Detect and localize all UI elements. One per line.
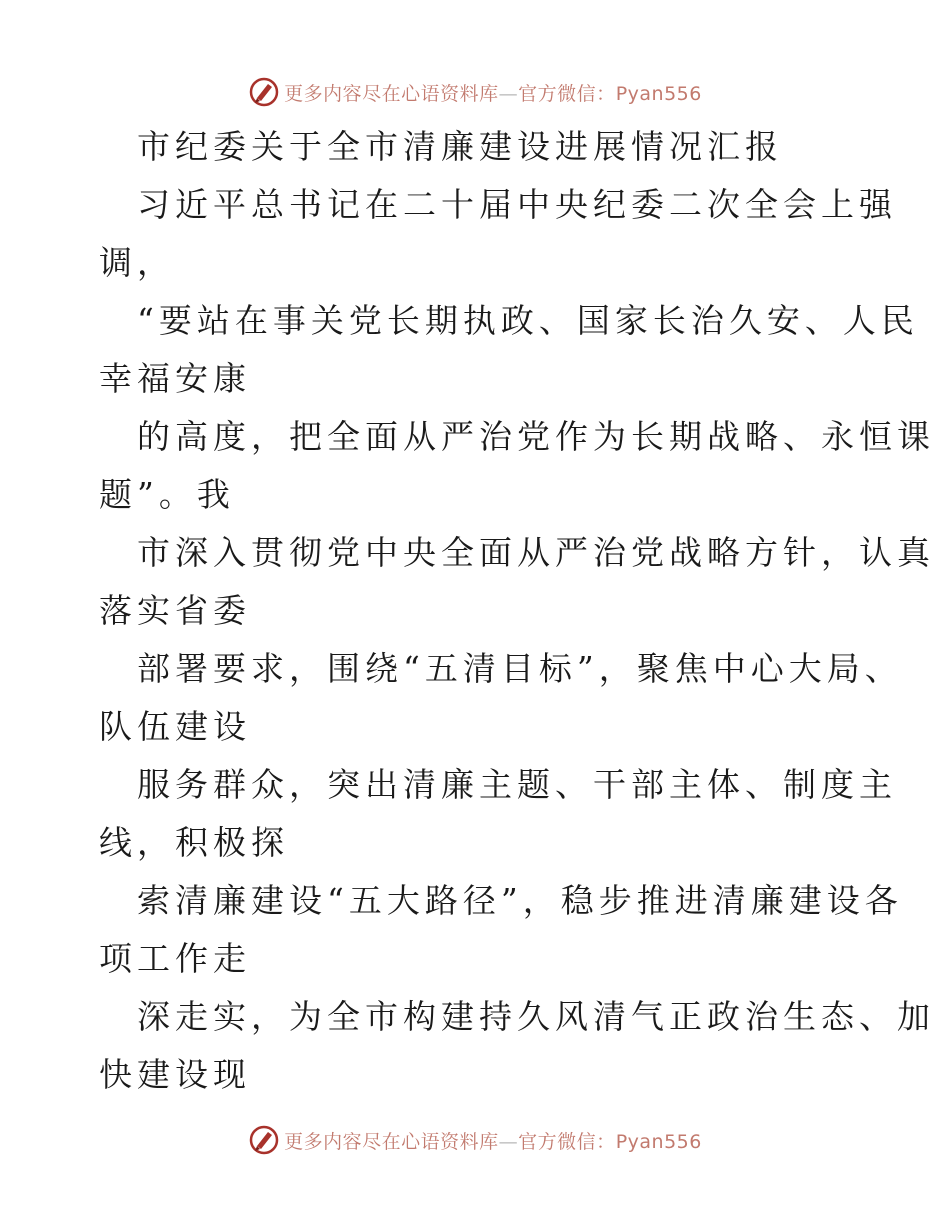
watermark-separator: — (498, 1130, 519, 1153)
paragraph-line: 幸福安康 (99, 359, 251, 398)
paragraph-line: 市深入贯彻党中央全面从严治党战略方针，认真 (137, 533, 935, 572)
paragraph-line: 的高度，把全面从严治党作为长期战略、永恒课 (137, 417, 935, 456)
watermark-id: Pyan556 (615, 1130, 702, 1153)
paragraph-line: 落实省委 (99, 591, 251, 630)
watermark-suffix: 官方微信： (518, 82, 616, 105)
paragraph-line: 题”。我 (99, 475, 235, 514)
watermark-id: Pyan556 (615, 82, 702, 105)
paragraph-line: 深走实，为全市构建持久风清气正政治生态、加 (137, 997, 935, 1036)
footer-watermark (0, 1120, 950, 1160)
watermark-main-text: 更多内容尽在心语资料库 (284, 82, 499, 105)
watermark-suffix: 官方微信： (518, 1130, 616, 1153)
paragraph-line: 项工作走 (99, 939, 251, 978)
paragraph-line: 索清廉建设“五大路径”，稳步推进清廉建设各 (137, 881, 903, 920)
pen-logo-icon (248, 1124, 280, 1156)
watermark-separator: — (498, 82, 519, 105)
paragraph-line: 调， (99, 243, 175, 282)
paragraph-line: 服务群众，突出清廉主题、干部主体、制度主 (137, 765, 897, 804)
paragraph-line: “要站在事关党长期执政、国家长治久安、人民 (137, 301, 919, 340)
document-title: 市纪委关于全市清廉建设进展情况汇报 (137, 127, 783, 166)
paragraph-line: 线，积极探 (99, 823, 289, 862)
paragraph-line: 习近平总书记在二十届中央纪委二次全会上强 (137, 185, 897, 224)
paragraph-line: 队伍建设 (99, 707, 251, 746)
paragraph-line: 部署要求，围绕“五清目标”，聚焦中心大局、 (137, 649, 903, 688)
paragraph-line: 快建设现 (99, 1055, 251, 1094)
watermark-main-text: 更多内容尽在心语资料库 (284, 1130, 499, 1153)
